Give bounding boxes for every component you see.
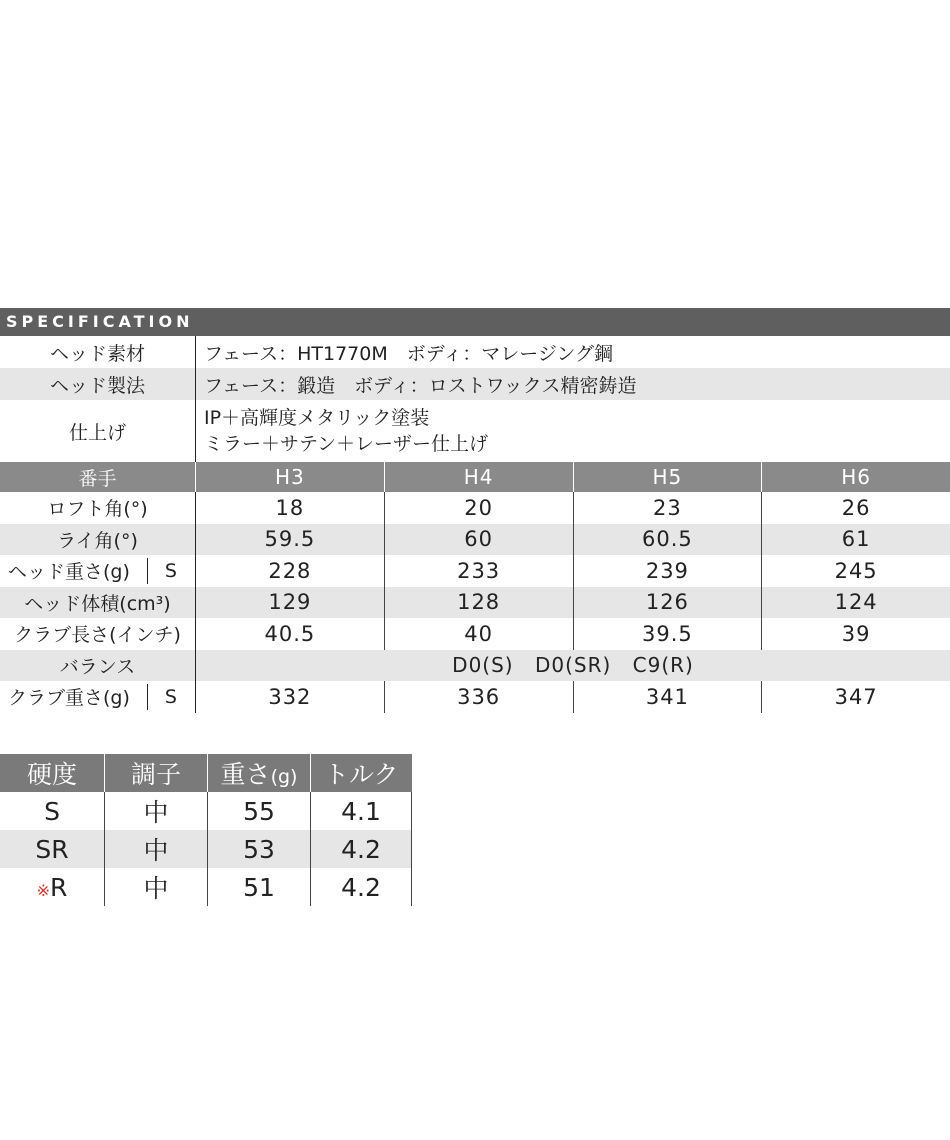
divider xyxy=(147,684,148,710)
number-label: 番手 xyxy=(0,462,196,492)
row-value: フェース：HT1770M ボディ：マレージング鋼 xyxy=(204,342,613,365)
row-label: バランス xyxy=(0,650,196,682)
note-mark: ※ xyxy=(36,880,51,900)
value-cell: 40.5 xyxy=(196,618,385,650)
table-row xyxy=(0,868,412,906)
specification-table xyxy=(0,308,950,713)
col-header: H4 xyxy=(385,462,574,492)
value-cell: 59.5 xyxy=(196,524,385,556)
label-text: ヘッド重さ(g) xyxy=(8,561,130,584)
value-cell: 347 xyxy=(834,684,878,709)
flex-cell xyxy=(0,792,105,830)
value-cell: 245 xyxy=(834,558,878,583)
header-weight xyxy=(208,754,311,792)
balance-value: D0(S) D0(SR) C9(R) xyxy=(452,653,694,678)
weight-cell: 55 xyxy=(208,792,311,830)
value-cell: 20 xyxy=(385,492,574,524)
row-label: ヘッド製法 xyxy=(0,368,196,400)
label-text: クラブ重さ(g) xyxy=(8,687,130,710)
value-cell: 39 xyxy=(841,621,871,646)
value-cell: 18 xyxy=(196,492,385,524)
header-weight-unit: (g) xyxy=(270,766,298,788)
weight-cell: 51 xyxy=(208,868,311,906)
value-cell: 341 xyxy=(574,681,763,713)
kick-cell: 中 xyxy=(105,792,208,830)
shaft-table xyxy=(0,754,412,906)
spec-title: SPECIFICATION xyxy=(0,308,950,336)
row-label xyxy=(0,555,196,587)
value-cell: 40 xyxy=(385,618,574,650)
flex-text: S xyxy=(164,559,177,582)
row-lie xyxy=(0,524,950,556)
kick-cell: 中 xyxy=(105,868,208,906)
spec-row-finish xyxy=(0,400,950,462)
row-club-weight xyxy=(0,681,950,713)
row-club-length xyxy=(0,618,950,650)
torque-cell: 4.2 xyxy=(311,830,412,868)
divider xyxy=(147,558,148,584)
value-cell: 239 xyxy=(574,555,763,587)
row-value xyxy=(196,400,950,462)
header-weight-text: 重さ xyxy=(220,760,271,789)
value-cell: 233 xyxy=(385,555,574,587)
row-label: 仕上げ xyxy=(0,400,196,462)
weight-cell: 53 xyxy=(208,830,311,868)
torque-cell: 4.2 xyxy=(311,868,412,906)
table-row xyxy=(0,792,412,830)
value-cell: 332 xyxy=(196,681,385,713)
value-cell: 23 xyxy=(574,492,763,524)
value-cell: 60 xyxy=(385,524,574,556)
value-cell: 26 xyxy=(841,495,871,520)
col-header: H3 xyxy=(196,462,385,492)
row-value: フェース：鍛造 ボディ：ロストワックス精密鋳造 xyxy=(204,374,637,397)
row-label: ライ角(°) xyxy=(0,524,196,556)
finish-line-2: ミラー＋サテン＋レーザー仕上げ xyxy=(204,433,489,455)
value-cell: 126 xyxy=(574,587,763,619)
row-label: ヘッド素材 xyxy=(0,336,196,368)
row-label: ヘッド体積(cm³) xyxy=(0,587,196,619)
table-row xyxy=(0,830,412,868)
header-hardness: 硬度 xyxy=(0,754,105,792)
flex-text: S xyxy=(44,796,60,826)
value-cell: 124 xyxy=(834,590,878,615)
flex-text: R xyxy=(50,872,68,902)
value-cell: 61 xyxy=(841,527,871,552)
flex-cell xyxy=(0,830,105,868)
kick-cell: 中 xyxy=(105,830,208,868)
spec-row-head-method xyxy=(0,368,950,400)
col-header: H6 xyxy=(841,465,871,489)
value-cell: 336 xyxy=(385,681,574,713)
shaft-header-row xyxy=(0,754,412,792)
row-label: ロフト角(°) xyxy=(0,492,196,524)
row-head-weight xyxy=(0,555,950,587)
row-loft xyxy=(0,492,950,524)
value-cell: 129 xyxy=(196,587,385,619)
flex-text: SR xyxy=(35,834,69,864)
finish-line-1: IP＋高輝度メタリック塗装 xyxy=(204,407,430,429)
row-balance xyxy=(0,650,950,682)
numbers-header xyxy=(0,462,950,492)
value-cell: 228 xyxy=(196,555,385,587)
value-cell: 39.5 xyxy=(574,618,763,650)
torque-cell: 4.1 xyxy=(311,792,412,830)
row-label: クラブ長さ(インチ) xyxy=(0,618,196,650)
header-torque: トルク xyxy=(311,754,412,792)
flex-cell xyxy=(0,868,105,906)
row-head-volume xyxy=(0,587,950,619)
col-header: H5 xyxy=(574,462,763,492)
spec-row-head-material xyxy=(0,336,950,368)
flex-text: S xyxy=(164,685,177,708)
header-kick-point: 調子 xyxy=(105,754,208,792)
value-cell: 60.5 xyxy=(574,524,763,556)
row-label xyxy=(0,681,196,713)
value-cell: 128 xyxy=(385,587,574,619)
